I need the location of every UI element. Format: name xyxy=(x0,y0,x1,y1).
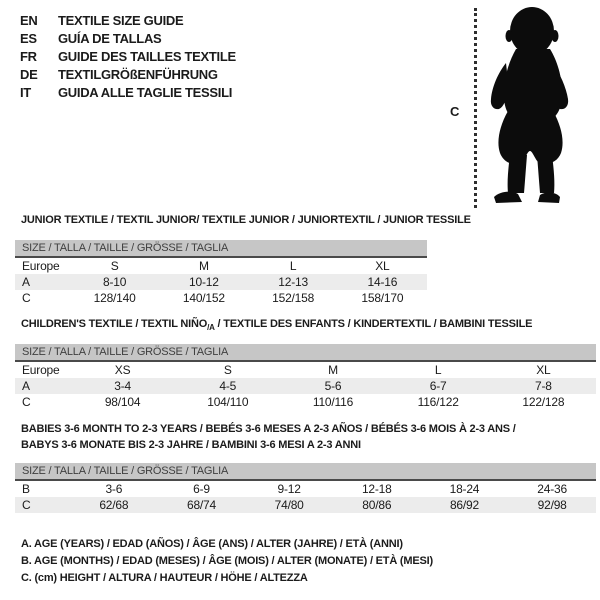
lang-title: TEXTILE SIZE GUIDE xyxy=(58,13,184,28)
row-label: A xyxy=(15,378,70,394)
legend-block xyxy=(21,536,433,587)
lang-row-de xyxy=(20,66,236,84)
cell: L xyxy=(289,259,297,273)
cell: M xyxy=(198,259,209,273)
cell: 110/116 xyxy=(312,395,354,409)
lang-code: EN xyxy=(20,13,38,28)
lang-code: DE xyxy=(20,67,38,82)
lang-title: TEXTILGRÖßENFÜHRUNG xyxy=(58,67,218,82)
cell: 80/86 xyxy=(333,497,421,513)
row-label: B xyxy=(22,482,30,496)
cell: XS xyxy=(114,363,131,377)
cell: 140/152 xyxy=(182,291,225,305)
lang-row-en xyxy=(20,12,236,30)
cell: 14-16 xyxy=(338,274,427,290)
cell: 98/104 xyxy=(104,395,141,409)
cell: 12-13 xyxy=(249,274,338,290)
lang-code: IT xyxy=(20,85,31,100)
cell: 122/128 xyxy=(522,395,565,409)
cell: XL xyxy=(375,259,390,273)
table-row-height xyxy=(15,290,427,306)
baby-figure-area xyxy=(440,0,600,215)
lang-title: GUÍA DE TALLAS xyxy=(58,31,162,46)
row-label: C xyxy=(22,395,31,409)
cell: 4-5 xyxy=(175,378,280,394)
table-row-age xyxy=(15,378,596,394)
lang-code: ES xyxy=(20,31,37,46)
legend-line-a: A. AGE (YEARS) / EDAD (AÑOS) / ÂGE (ANS) / ALTER (JAHRE) / ETÀ (ANNI) xyxy=(21,538,403,550)
row-label: C xyxy=(15,497,70,513)
cell: 24-36 xyxy=(537,482,567,496)
row-label: C xyxy=(22,291,31,305)
cell: 5-6 xyxy=(280,378,385,394)
table-row-months xyxy=(15,480,596,497)
height-dotted-line xyxy=(474,8,477,208)
lang-row-fr xyxy=(20,48,236,66)
height-c-label: C xyxy=(450,104,460,119)
cell: 3-6 xyxy=(105,482,123,496)
size-header-bar: SIZE / TALLA / TAILLE / GRÖSSE / TAGLIA xyxy=(15,240,427,257)
title-prefix: CHILDREN'S TEXTILE / TEXTIL NIÑO xyxy=(21,318,208,330)
table-row-height xyxy=(15,394,596,410)
title-suffix: / TEXTILE DES ENFANTS / KINDERTEXTIL / BAMBINI TESSILE xyxy=(214,318,533,330)
table-row-age xyxy=(15,274,427,290)
cell: 104/110 xyxy=(207,395,249,409)
table-row-europe xyxy=(15,361,596,378)
size-header-bar: SIZE / TALLA / TAILLE / GRÖSSE / TAGLIA xyxy=(15,344,596,361)
children-size-table xyxy=(15,344,596,410)
cell: 152/158 xyxy=(272,291,315,305)
table-row-europe xyxy=(15,257,427,274)
cell: 6-9 xyxy=(193,482,210,496)
cell: 12-18 xyxy=(361,482,392,496)
cell: 86/92 xyxy=(421,497,509,513)
lang-title: GUIDA ALLE TAGLIE TESSILI xyxy=(58,85,233,100)
cell: 18-24 xyxy=(449,482,480,496)
babies-section-title xyxy=(21,421,516,453)
cell: 116/122 xyxy=(417,395,459,409)
cell: 92/98 xyxy=(508,497,596,513)
children-section-title xyxy=(21,316,532,336)
cell: L xyxy=(434,363,442,377)
lang-code: FR xyxy=(20,49,37,64)
cell: 62/68 xyxy=(70,497,158,513)
cell: S xyxy=(223,363,232,377)
cell: 68/74 xyxy=(158,497,246,513)
cell: 74/80 xyxy=(245,497,333,513)
lang-row-it xyxy=(20,84,236,102)
cell: 9-12 xyxy=(277,482,301,496)
legend-line-b: B. AGE (MONTHS) / EDAD (MESES) / ÂGE (MOIS) / ALTER (MONATE) / ETÀ (MESI) xyxy=(21,555,433,567)
cell: XL xyxy=(536,363,551,377)
cell: M xyxy=(328,363,338,377)
row-label: Europe xyxy=(22,363,60,377)
cell: 7-8 xyxy=(491,378,596,394)
cell: 8-10 xyxy=(70,274,159,290)
cell: S xyxy=(110,259,119,273)
title-sub: /A xyxy=(207,323,215,333)
cell: 10-12 xyxy=(159,274,248,290)
babies-size-table xyxy=(15,463,596,513)
table-row-height xyxy=(15,497,596,513)
babies-title-line1: BABIES 3-6 MONTH TO 2-3 YEARS / BEBÉS 3-6 MESES A 2-3 AÑOS / BÉBÉS 3-6 MOIS À 2-3 ANS / xyxy=(21,423,516,435)
row-label: A xyxy=(15,274,70,290)
row-label: Europe xyxy=(22,259,60,273)
baby-silhouette-icon xyxy=(486,5,574,205)
cell: 6-7 xyxy=(386,378,491,394)
size-header-bar: SIZE / TALLA / TAILLE / GRÖSSE / TAGLIA xyxy=(15,463,596,480)
language-title-block xyxy=(20,12,236,102)
legend-line-c: C. (cm) HEIGHT / ALTURA / HAUTEUR / HÖHE / ALTEZZA xyxy=(21,572,308,584)
lang-title: GUIDE DES TAILLES TEXTILE xyxy=(58,49,236,64)
junior-section-title: JUNIOR TEXTILE / TEXTIL JUNIOR/ TEXTILE JUNIOR / JUNIORTEXTIL / JUNIOR TESSILE xyxy=(21,214,471,226)
cell: 128/140 xyxy=(93,291,136,305)
lang-row-es xyxy=(20,30,236,48)
cell: 158/170 xyxy=(361,291,404,305)
babies-title-line2: BABYS 3-6 MONATE BIS 2-3 JAHRE / BAMBINI 3-6 MESI A 2-3 ANNI xyxy=(21,439,361,451)
cell: 3-4 xyxy=(70,378,175,394)
junior-size-table xyxy=(15,240,427,306)
